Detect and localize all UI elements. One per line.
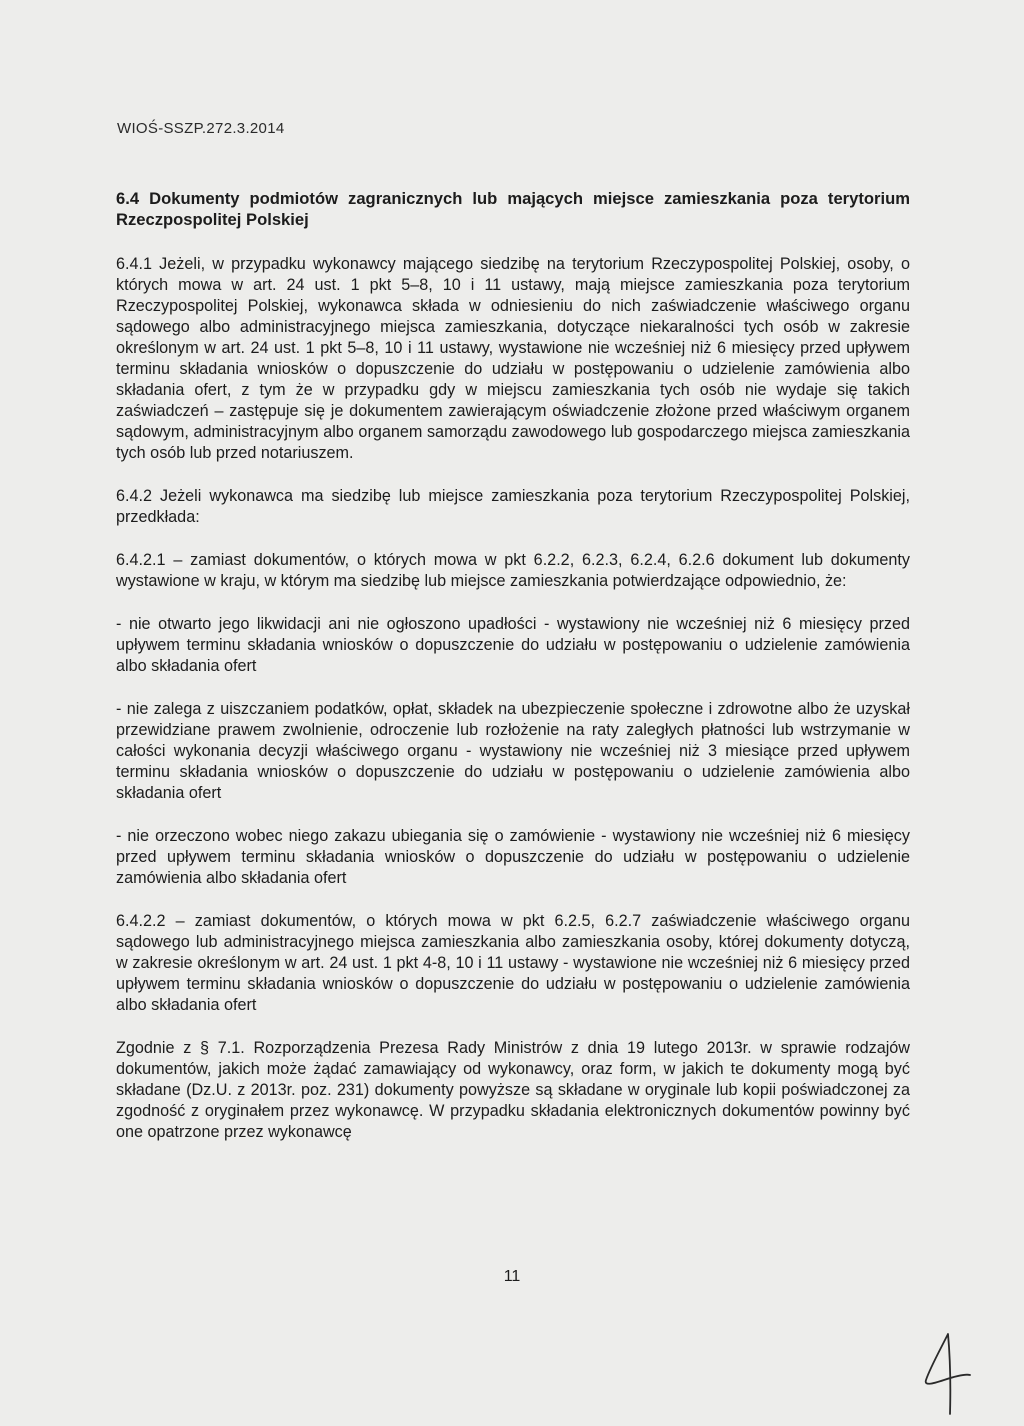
section-heading: 6.4 Dokumenty podmiotów zagranicznych lub mających miejsce zamieszkania poza terytorium Rzeczpospolitej Polskiej	[116, 189, 910, 229]
paragraph-regulation: Zgodnie z § 7.1. Rozporządzenia Prezesa Rady Ministrów z dnia 19 lutego 2013r. w sprawie rodzajów dokumentów, jakich może żądać zamawiający od wykonawcy, oraz form, w jakich te dokumenty mogą być składane (Dz.U. z 2013r. poz. 231) dokumenty powyższe są składane w oryginale lub kopii poświadczonej za zgodność z oryginałem przez wykonawcę. W przypadku składania elektronicznych dokumentów powinny być one opatrzone przez wykonawcę	[116, 1039, 910, 1141]
handwritten-initials-icon	[918, 1328, 978, 1418]
page-number: 11	[503, 1268, 521, 1285]
paragraph-6-4-2: 6.4.2 Jeżeli wykonawca ma siedzibę lub miejsce zamieszkania poza terytorium Rzeczypospolitej Polskiej, przedkłada:	[116, 487, 910, 526]
document-reference: WIOŚ-SSZP.272.3.2014	[117, 120, 285, 137]
list-item-ban: - nie orzeczono wobec niego zakazu ubiegania się o zamówienie - wystawiony nie wcześniej niż 6 miesięcy przed upływem terminu składania wniosków o dopuszczenie do udziału w postępowaniu o udzielenie zamówienia albo składania ofert	[116, 827, 910, 887]
paragraph-6-4-1: 6.4.1 Jeżeli, w przypadku wykonawcy mającego siedzibę na terytorium Rzeczypospolitej Polskiej, osoby, o których mowa w art. 24 ust. 1 pkt 5–8, 10 i 11 ustawy, mają miejsce zamieszkania poza terytorium Rzeczypospolitej Polskiej, wykonawca składa w odniesieniu do nich zaświadczenie właściwego organu sądowego albo administracyjnego miejsca zamieszkania, dotyczące niekaralności tych osób w zakresie określonym w art. 24 ust. 1 pkt 5–8, 10 i 11 ustawy, wystawione nie wcześniej niż 6 miesięcy przed upływem terminu składania wniosków o dopuszczenie do udziału w postępowaniu o udzielenie zamówienia albo składania ofert, z tym że w przypadku gdy w miejscu zamieszkania tych osób nie wydaje się takich zaświadczeń – zastępuje się je dokumentem zawierającym oświadczenie złożone przed właściwym organem sądowym, administracyjnym albo organem samorządu zawodowego lub gospodarczego miejsca zamieszkania tych osób lub przed notariuszem.	[116, 255, 910, 462]
paragraph-6-4-2-1: 6.4.2.1 – zamiast dokumentów, o których mowa w pkt 6.2.2, 6.2.3, 6.2.4, 6.2.6 dokument lub dokumenty wystawione w kraju, w którym ma siedzibę lub miejsce zamieszkania potwierdzające odpowiednio, że:	[116, 551, 910, 590]
list-item-liquidation: - nie otwarto jego likwidacji ani nie ogłoszono upadłości - wystawiony nie wcześniej niż 6 miesięcy przed upływem terminu składania wniosków o dopuszczenie do udziału w postępowaniu o udzielenie zamówienia albo składania ofert	[116, 615, 910, 675]
paragraph-6-4-2-2: 6.4.2.2 – zamiast dokumentów, o których mowa w pkt 6.2.5, 6.2.7 zaświadczenie właściwego organu sądowego lub administracyjnego miejsca zamieszkania albo zamieszkania osoby, której dokumenty dotyczą, w zakresie określonym w art. 24 ust. 1 pkt 4-8, 10 i 11 ustawy - wystawione nie wcześniej niż 6 miesięcy przed upływem terminu składania wniosków o dopuszczenie do udziału w postępowaniu o udzielenie zamówienia albo składania ofert	[116, 912, 910, 1014]
list-item-taxes: - nie zalega z uiszczaniem podatków, opłat, składek na ubezpieczenie społeczne i zdrowotne albo że uzyskał przewidziane prawem zwolnienie, odroczenie lub rozłożenie na raty zaległych płatności lub wstrzymanie w całości wykonania decyzji właściwego organu - wystawiony nie wcześniej niż 3 miesiące przed upływem terminu składania wniosków o dopuszczenie do udziału w postępowaniu o udzielenie zamówienia albo składania ofert	[116, 700, 910, 802]
document-body	[116, 188, 910, 1164]
